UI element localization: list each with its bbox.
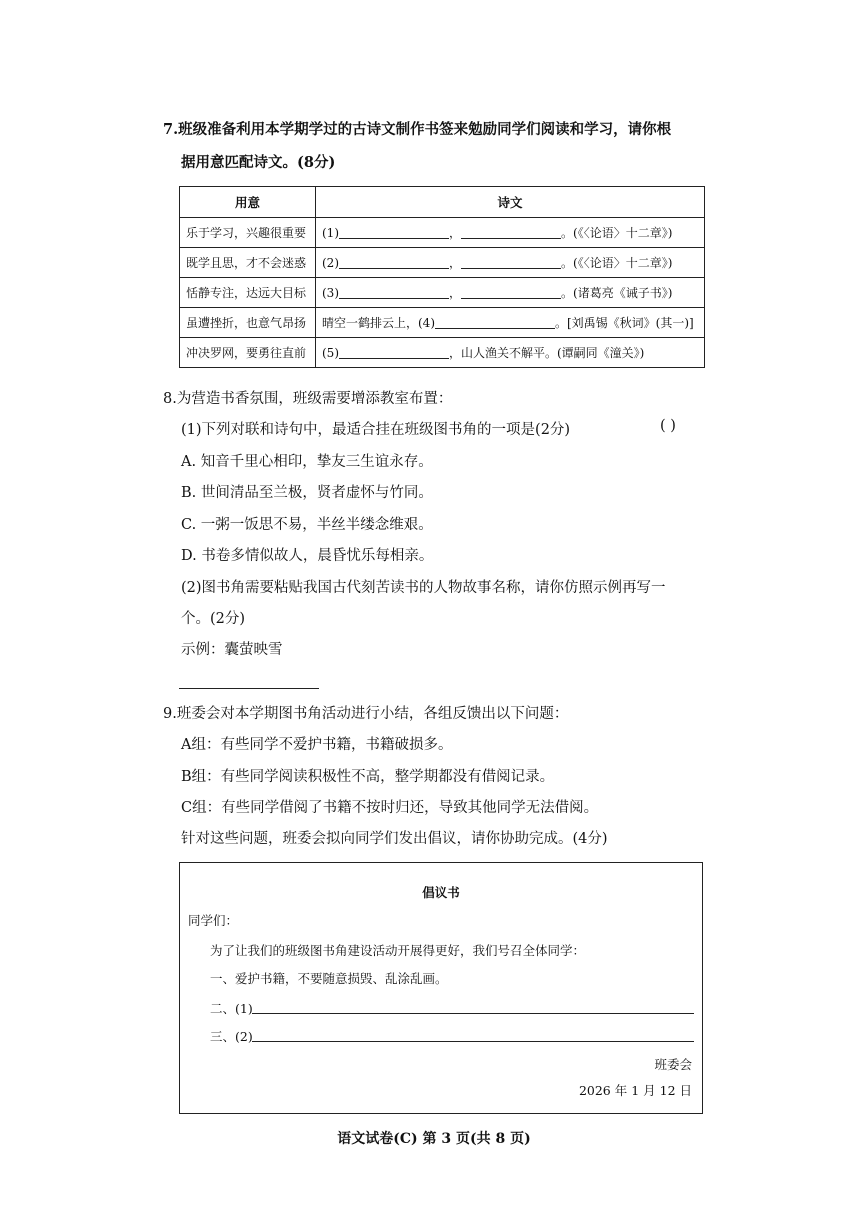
poem-sep: ， bbox=[449, 256, 462, 270]
answer-blank[interactable] bbox=[339, 226, 449, 239]
poem-sep: ， bbox=[449, 286, 462, 300]
answer-blank[interactable] bbox=[461, 286, 561, 299]
answer-parentheses[interactable]: ( ) bbox=[660, 418, 676, 434]
intent-cell: 恬静专注，达远大目标 bbox=[180, 278, 316, 308]
table-header-row bbox=[180, 187, 705, 218]
option-d: D. 书卷多情似故人，晨昏忧乐每相亲。 bbox=[181, 548, 434, 564]
answer-blank[interactable] bbox=[461, 256, 561, 269]
q8-sub2-line1: (2)图书角需要粘贴我国古代刻苦读书的人物故事名称，请你仿照示例再写一 bbox=[181, 580, 666, 596]
q9-task: 针对这些问题，班委会拟向同学们发出倡议，请你协助完成。(4分) bbox=[181, 831, 608, 847]
answer-blank[interactable] bbox=[339, 346, 449, 359]
table-row bbox=[180, 308, 705, 338]
proposal-item-2-label: 二、(1) bbox=[210, 1001, 253, 1016]
poem-cell bbox=[316, 308, 705, 338]
table-row bbox=[180, 278, 705, 308]
table-row bbox=[180, 248, 705, 278]
q8-sub1: (1)下列对联和诗句中，最适合挂在班级图书角的一项是(2分) bbox=[181, 422, 571, 438]
proposal-item-1: 一、爱护书籍，不要随意损毁、乱涂乱画。 bbox=[210, 971, 448, 986]
poem-prefix: (5) bbox=[322, 346, 339, 360]
option-c: C. 一粥一饭思不易，半丝半缕念维艰。 bbox=[181, 517, 433, 533]
poem-prefix: (2) bbox=[322, 256, 339, 270]
group-c-feedback: C组：有些同学借阅了书籍不按时归还，导致其他同学无法借阅。 bbox=[181, 800, 599, 816]
proposal-title: 倡议书 bbox=[422, 885, 460, 900]
proposal-intro: 为了让我们的班级图书角建设活动开展得更好，我们号召全体同学： bbox=[210, 943, 586, 958]
answer-line[interactable] bbox=[179, 688, 319, 689]
header-poem: 诗文 bbox=[316, 187, 705, 218]
poem-source: 。[刘禹锡《秋词》(其一)] bbox=[555, 316, 694, 330]
proposal-signer: 班委会 bbox=[654, 1057, 692, 1072]
intent-cell: 虽遭挫折，也意气昂扬 bbox=[180, 308, 316, 338]
poem-prefix: (1) bbox=[322, 226, 339, 240]
table-row bbox=[180, 218, 705, 248]
poem-prefix: (3) bbox=[322, 286, 339, 300]
group-b-feedback: B组：有些同学阅读积极性不高，整学期都没有借阅记录。 bbox=[181, 769, 555, 785]
answer-blank[interactable] bbox=[461, 226, 561, 239]
poem-sep: ， bbox=[449, 226, 462, 240]
poem-source: ，山人渔关不解平。(谭嗣同《潼关》) bbox=[449, 346, 645, 360]
option-a: A. 知音千里心相印，挚友三生谊永存。 bbox=[181, 454, 433, 470]
proposal-blank-1[interactable] bbox=[252, 1013, 694, 1014]
intent-cell: 冲决罗网，要勇往直前 bbox=[180, 338, 316, 368]
header-intent: 用意 bbox=[180, 187, 316, 218]
poem-cell bbox=[316, 218, 705, 248]
table-row bbox=[180, 338, 705, 368]
answer-blank[interactable] bbox=[435, 316, 555, 329]
poem-cell bbox=[316, 278, 705, 308]
proposal-greeting: 同学们： bbox=[188, 913, 239, 928]
proposal-item-3-label: 三、(2) bbox=[210, 1029, 253, 1044]
example-text: 示例：囊萤映雪 bbox=[181, 642, 283, 658]
answer-blank[interactable] bbox=[339, 286, 449, 299]
q7-line1: 7.班级准备利用本学期学过的古诗文制作书签来勉励同学们阅读和学习，请你根 bbox=[163, 121, 672, 138]
q9-stem: 9.班委会对本学期图书角活动进行小结，各组反馈出以下问题： bbox=[163, 706, 569, 722]
intent-cell: 乐于学习，兴趣很重要 bbox=[180, 218, 316, 248]
page-footer: 语文试卷(C) 第 3 页(共 8 页) bbox=[337, 1131, 531, 1147]
proposal-date: 2026 年 1 月 12 日 bbox=[578, 1083, 692, 1098]
q8-stem: 8.为营造书香氛围，班级需要增添教室布置： bbox=[163, 391, 453, 407]
q8-sub2-line2: 个。(2分) bbox=[181, 611, 246, 627]
proposal-box bbox=[179, 862, 703, 1114]
option-b: B. 世间清品至兰极，贤者虚怀与竹同。 bbox=[181, 485, 433, 501]
answer-blank[interactable] bbox=[339, 256, 449, 269]
poem-source: 。(《〈论语〉十二章》) bbox=[561, 256, 673, 270]
group-a-feedback: A组：有些同学不爱护书籍，书籍破损多。 bbox=[181, 737, 453, 753]
poem-source: 。(《〈论语〉十二章》) bbox=[561, 226, 673, 240]
intent-cell: 既学且思，才不会迷惑 bbox=[180, 248, 316, 278]
q7-line2: 据用意匹配诗文。(8分) bbox=[181, 154, 336, 171]
proposal-blank-2[interactable] bbox=[252, 1041, 694, 1042]
poem-cell bbox=[316, 338, 705, 368]
matching-table bbox=[179, 186, 705, 368]
poem-source: 。(诸葛亮《诫子书》) bbox=[561, 286, 673, 300]
poem-cell bbox=[316, 248, 705, 278]
poem-prefix: 晴空一鹤排云上，(4) bbox=[322, 316, 435, 330]
